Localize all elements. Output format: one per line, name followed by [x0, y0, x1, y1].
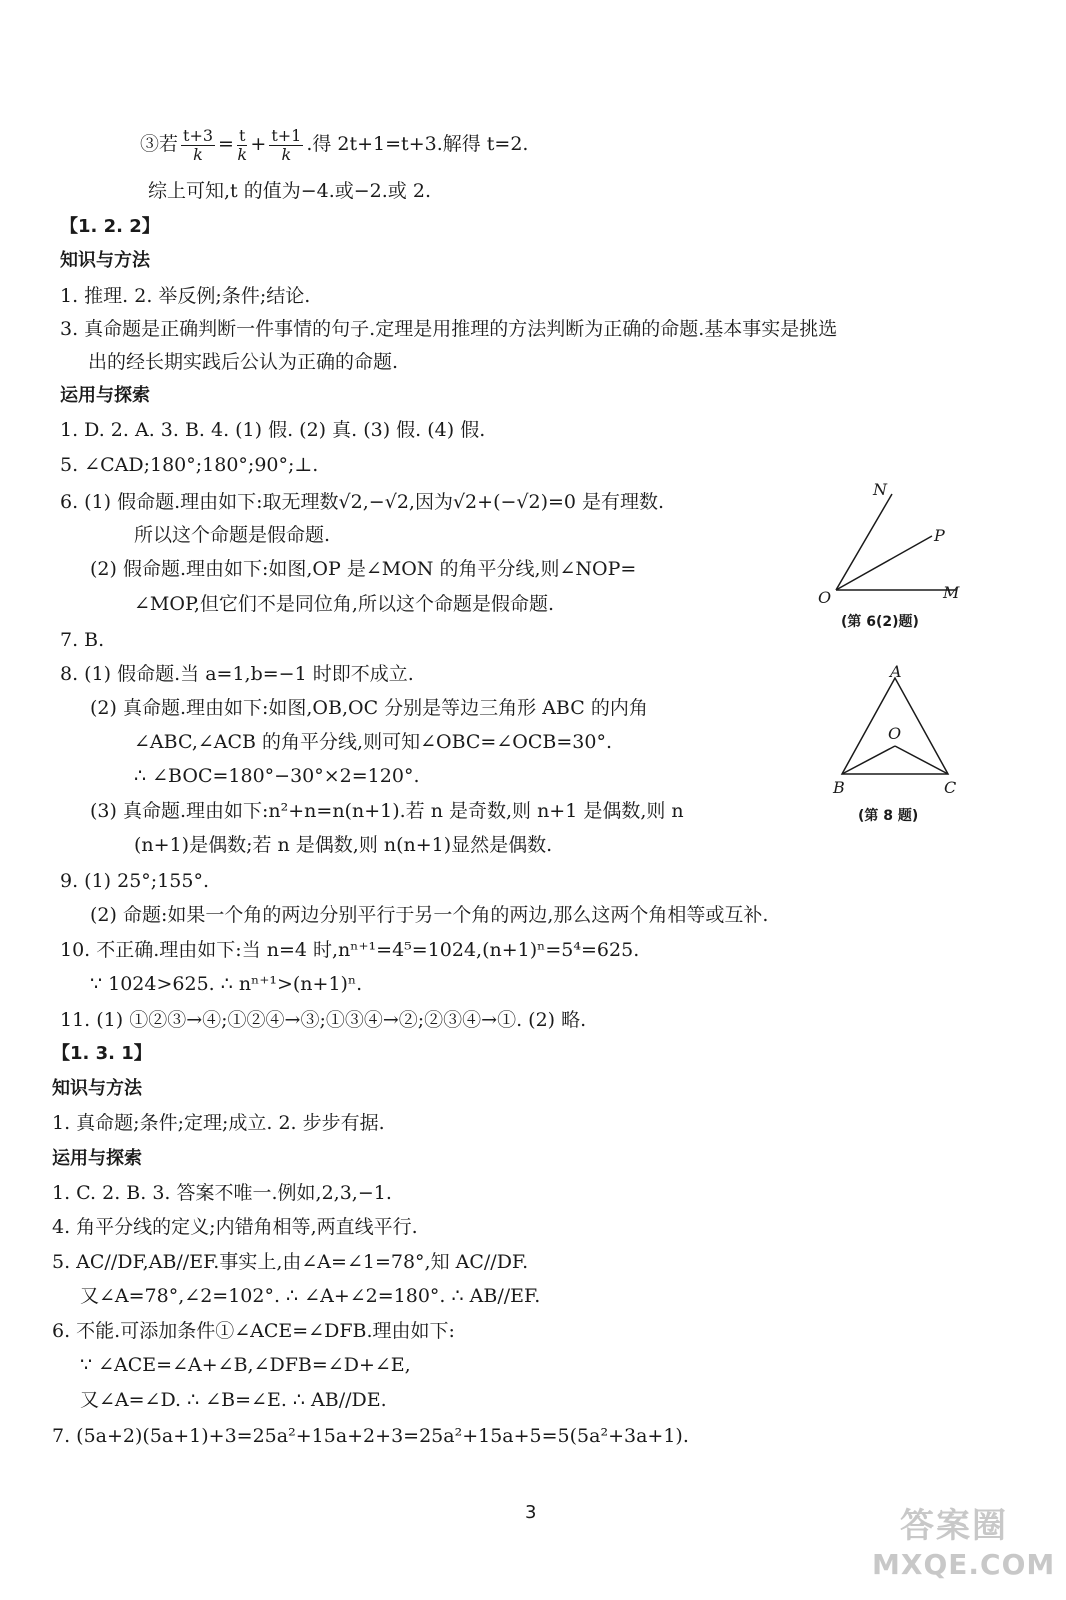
s122-y8f: (n+1)是偶数;若 n 是偶数,则 n(n+1)显然是偶数.	[134, 834, 553, 856]
s122-y10b: ∵ 1024>625. ∴ nⁿ⁺¹>(n+1)ⁿ.	[90, 973, 363, 995]
heading-zhishi-1: 知识与方法	[60, 250, 150, 271]
s122-z3a: 3. 真命题是正确判断一件事情的句子.定理是用推理的方法判断为正确的命题.基本事实是挑选	[60, 318, 838, 340]
s131-y5b: 又∠A=78°,∠2=102°. ∴ ∠A+∠2=180°. ∴ AB//EF.	[80, 1285, 541, 1307]
s131-y6c: 又∠A=∠D. ∴ ∠B=∠E. ∴ AB//DE.	[80, 1389, 387, 1411]
fig6-label-n: N	[873, 480, 887, 499]
fraction-1-numerator: t+3	[183, 125, 214, 145]
s122-y6b: 所以这个命题是假命题.	[134, 524, 331, 546]
s122-y6d: ∠MOP,但它们不是同位角,所以这个命题是假命题.	[134, 593, 555, 615]
s122-y8e: (3) 真命题.理由如下:n²+n=n(n+1).若 n 是奇数,则 n+1 是偶数,则 n	[90, 800, 684, 822]
intro-l1-suffix: .得 2t+1=t+3.解得 t=2.	[306, 133, 529, 155]
plus-sign: +	[250, 133, 267, 155]
s122-y7: 7. B.	[60, 629, 105, 651]
s122-y10a: 10. 不正确.理由如下:当 n=4 时,nⁿ⁺¹=4⁵=1024,(n+1)ⁿ=5⁴=625.	[60, 939, 640, 961]
s131-y6a: 6. 不能.可添加条件①∠ACE=∠DFB.理由如下:	[52, 1320, 455, 1342]
s122-y6c: (2) 假命题.理由如下:如图,OP 是∠MON 的角平分线,则∠NOP=	[90, 558, 637, 580]
intro-l1-prefix: ③若	[140, 133, 179, 155]
fraction-2	[237, 127, 247, 164]
fig8-label-o: O	[888, 724, 902, 743]
s122-z3b: 出的经长期实践后公认为正确的命题.	[88, 351, 399, 373]
s131-y1: 1. C. 2. B. 3. 答案不唯一.例如,2,3,−1.	[52, 1182, 392, 1204]
ray-op	[836, 536, 932, 590]
watermark-logo: 答案圈	[900, 1506, 1008, 1546]
s122-y6a: 6. (1) 假命题.理由如下:取无理数√2,−√2,因为√2+(−√2)=0 是有理数.	[60, 491, 665, 513]
s131-y7: 7. (5a+2)(5a+1)+3=25a²+15a+2+3=25a²+15a+5=5(5a²+3a+1).	[52, 1425, 689, 1447]
equals-sign: =	[218, 133, 234, 155]
intro-line-1	[140, 124, 528, 164]
fraction-3-numerator: t+1	[271, 125, 302, 145]
fraction-1	[181, 127, 215, 164]
fraction-2-denominator: k	[237, 144, 248, 164]
watermark-url: MXQE.COM	[872, 1548, 1056, 1581]
page-number: 3	[525, 1502, 537, 1523]
s122-y8b: (2) 真命题.理由如下:如图,OB,OC 分别是等边三角形 ABC 的内角	[90, 697, 648, 719]
fig8-caption: (第 8 题)	[858, 808, 919, 824]
heading-zhishi-2: 知识与方法	[52, 1078, 142, 1099]
fig6-label-p: P	[934, 526, 945, 545]
section-header-1-3-1: 【1. 3. 1】	[52, 1043, 152, 1064]
s131-z1: 1. 真命题;条件;定理;成立. 2. 步步有据.	[52, 1112, 385, 1134]
s131-y5a: 5. AC//DF,AB//EF.事实上,由∠A=∠1=78°,知 AC//DF.	[52, 1251, 529, 1273]
s122-y8d: ∴ ∠BOC=180°−30°×2=120°.	[134, 765, 420, 787]
intro-line-2: 综上可知,t 的值为−4.或−2.或 2.	[148, 180, 431, 202]
s131-y4: 4. 角平分线的定义;内错角相等,两直线平行.	[52, 1216, 418, 1238]
fraction-3-denominator: k	[281, 144, 292, 164]
s122-y9b: (2) 命题:如果一个角的两边分别平行于另一个角的两边,那么这两个角相等或互补.	[90, 904, 769, 926]
fraction-2-numerator: t	[238, 125, 246, 145]
s122-y8a: 8. (1) 假命题.当 a=1,b=−1 时即不成立.	[60, 663, 414, 685]
s131-y6b: ∵ ∠ACE=∠A+∠B,∠DFB=∠D+∠E,	[80, 1354, 411, 1376]
fig8-label-c: C	[944, 778, 957, 797]
fig6-caption: (第 6(2)题)	[841, 614, 919, 630]
s122-y1: 1. D. 2. A. 3. B. 4. (1) 假. (2) 真. (3) 假. (4) 假.	[60, 419, 486, 441]
s122-y8c: ∠ABC,∠ACB 的角平分线,则可知∠OBC=∠OCB=30°.	[134, 731, 612, 753]
fig6-label-m: M	[943, 583, 960, 602]
fraction-3	[269, 127, 303, 164]
fig8-label-b: B	[833, 778, 845, 797]
s122-y9a: 9. (1) 25°;155°.	[60, 870, 210, 892]
section-header-1-2-2: 【1. 2. 2】	[60, 216, 160, 237]
heading-yunyong-2: 运用与探索	[52, 1148, 142, 1169]
s122-y11: 11. (1) ①②③→④;①②④→③;①③④→②;②③④→①. (2) 略.	[60, 1009, 587, 1031]
ray-on	[836, 494, 892, 590]
fraction-1-denominator: k	[193, 144, 203, 164]
fig6-label-o: O	[818, 588, 832, 607]
fig8-label-a: A	[890, 662, 902, 681]
s122-z1: 1. 推理. 2. 举反例;条件;结论.	[60, 285, 311, 307]
heading-yunyong-1: 运用与探索	[60, 385, 150, 406]
s122-y5: 5. ∠CAD;180°;180°;90°;⊥.	[60, 454, 319, 476]
